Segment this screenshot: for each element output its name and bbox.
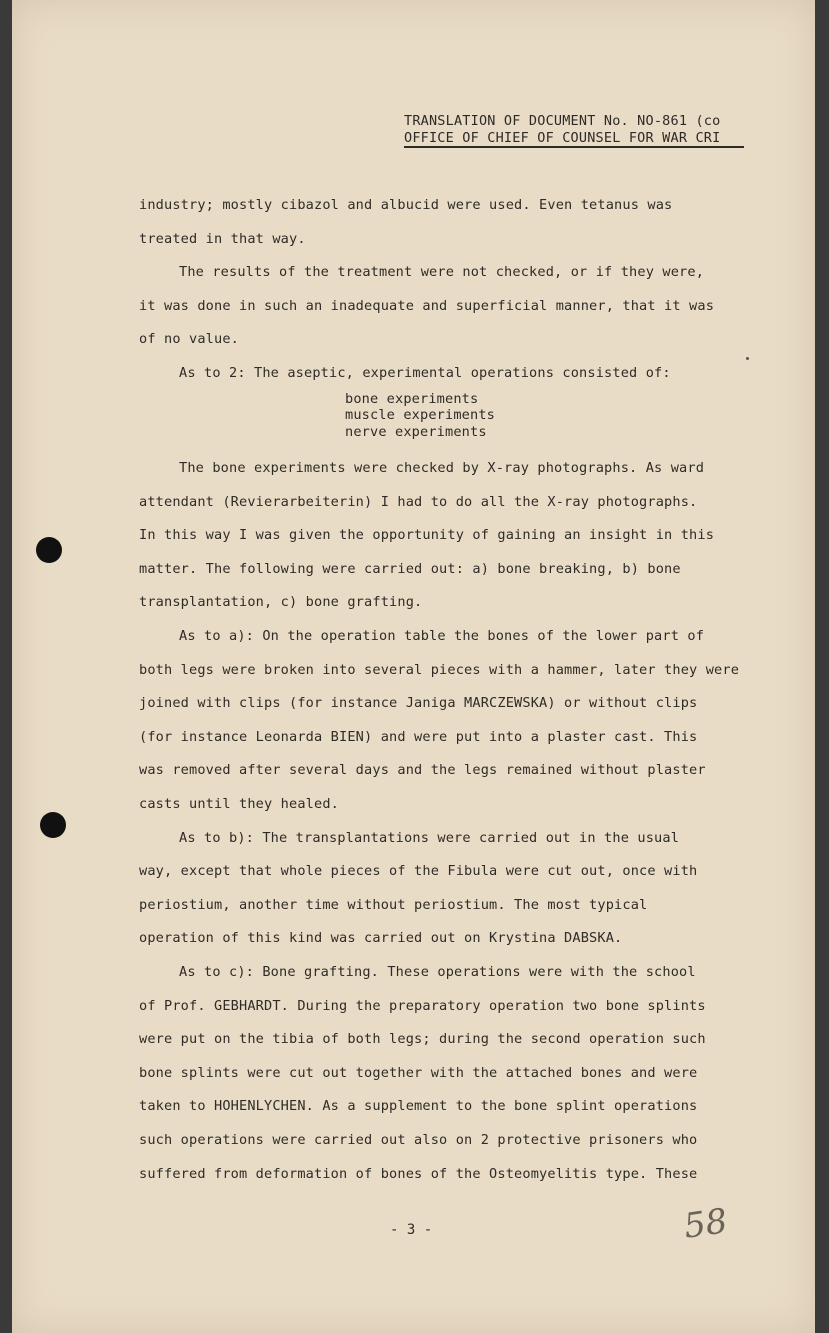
text-line: casts until they healed. — [139, 796, 340, 812]
text-line: suffered from deformation of bones of the Osteomyelitis type. These — [139, 1165, 698, 1182]
text-line: As to a): On the operation table the bones of the lower part of — [179, 628, 705, 645]
experiment-list — [139, 391, 739, 441]
list-item: nerve experiments — [345, 423, 487, 440]
page-number: - 3 - — [390, 1222, 433, 1238]
text-line: As to b): The transplantations were carried out in the usual — [179, 829, 680, 846]
document-body — [139, 195, 739, 1197]
text-line: In this way I was given the opportunity of gaining an insight in this — [139, 527, 715, 544]
text-line: such operations were carried out also on 2 protective prisoners who — [139, 1131, 698, 1148]
text-line: both legs were broken into several pieces with a hammer, later they were — [139, 661, 740, 678]
ink-speck — [746, 357, 749, 360]
text-line: it was done in such an inadequate and superficial manner, that it was — [139, 297, 715, 314]
text-line: As to 2: The aseptic, experimental operations consisted of: — [179, 364, 671, 381]
text-line: bone splints were cut out together with the attached bones and were — [139, 1064, 698, 1081]
text-line: transplantation, c) bone grafting. — [139, 594, 423, 611]
text-line: industry; mostly cibazol and albucid were used. Even tetanus was — [139, 197, 673, 213]
text-line: operation of this kind was carried out on Krystina DABSKA. — [139, 930, 623, 947]
punch-hole — [40, 812, 66, 838]
document-header — [404, 113, 720, 147]
text-line: of Prof. GEBHARDT. During the preparatory operation two bone splints — [139, 997, 706, 1014]
text-line: attendant (Revierarbeiterin) I had to do all the X-ray photographs. — [139, 493, 698, 510]
list-item: bone experiments — [345, 390, 479, 407]
header-line-1: TRANSLATION OF DOCUMENT No. NO-861 (co — [404, 113, 721, 129]
list-item: muscle experiments — [345, 407, 496, 424]
text-line: As to c): Bone grafting. These operations were with the school — [179, 963, 696, 980]
punch-hole — [36, 537, 62, 563]
text-line: The bone experiments were checked by X-ray photographs. As ward — [179, 460, 705, 477]
text-line: of no value. — [139, 331, 240, 348]
text-line: The results of the treatment were not checked, or if they were, — [179, 264, 705, 281]
text-line: treated in that way. — [139, 230, 306, 247]
text-line: was removed after several days and the legs remained without plaster — [139, 762, 706, 779]
header-underline — [404, 146, 744, 148]
text-line: way, except that whole pieces of the Fibula were cut out, once with — [139, 863, 698, 880]
text-line: joined with clips (for instance Janiga MARCZEWSKA) or without clips — [139, 695, 698, 712]
handwritten-folio-number: 58 — [681, 1201, 730, 1247]
text-line: periostium, another time without periostium. The most typical — [139, 896, 648, 913]
text-line: matter. The following were carried out: a) bone breaking, b) bone — [139, 560, 681, 577]
text-line: (for instance Leonarda BIEN) and were put into a plaster cast. This — [139, 728, 698, 745]
text-line: taken to HOHENLYCHEN. As a supplement to the bone splint operations — [139, 1098, 698, 1115]
text-line: were put on the tibia of both legs; during the second operation such — [139, 1031, 706, 1048]
header-line-2: OFFICE OF CHIEF OF COUNSEL FOR WAR CRI — [404, 130, 721, 146]
